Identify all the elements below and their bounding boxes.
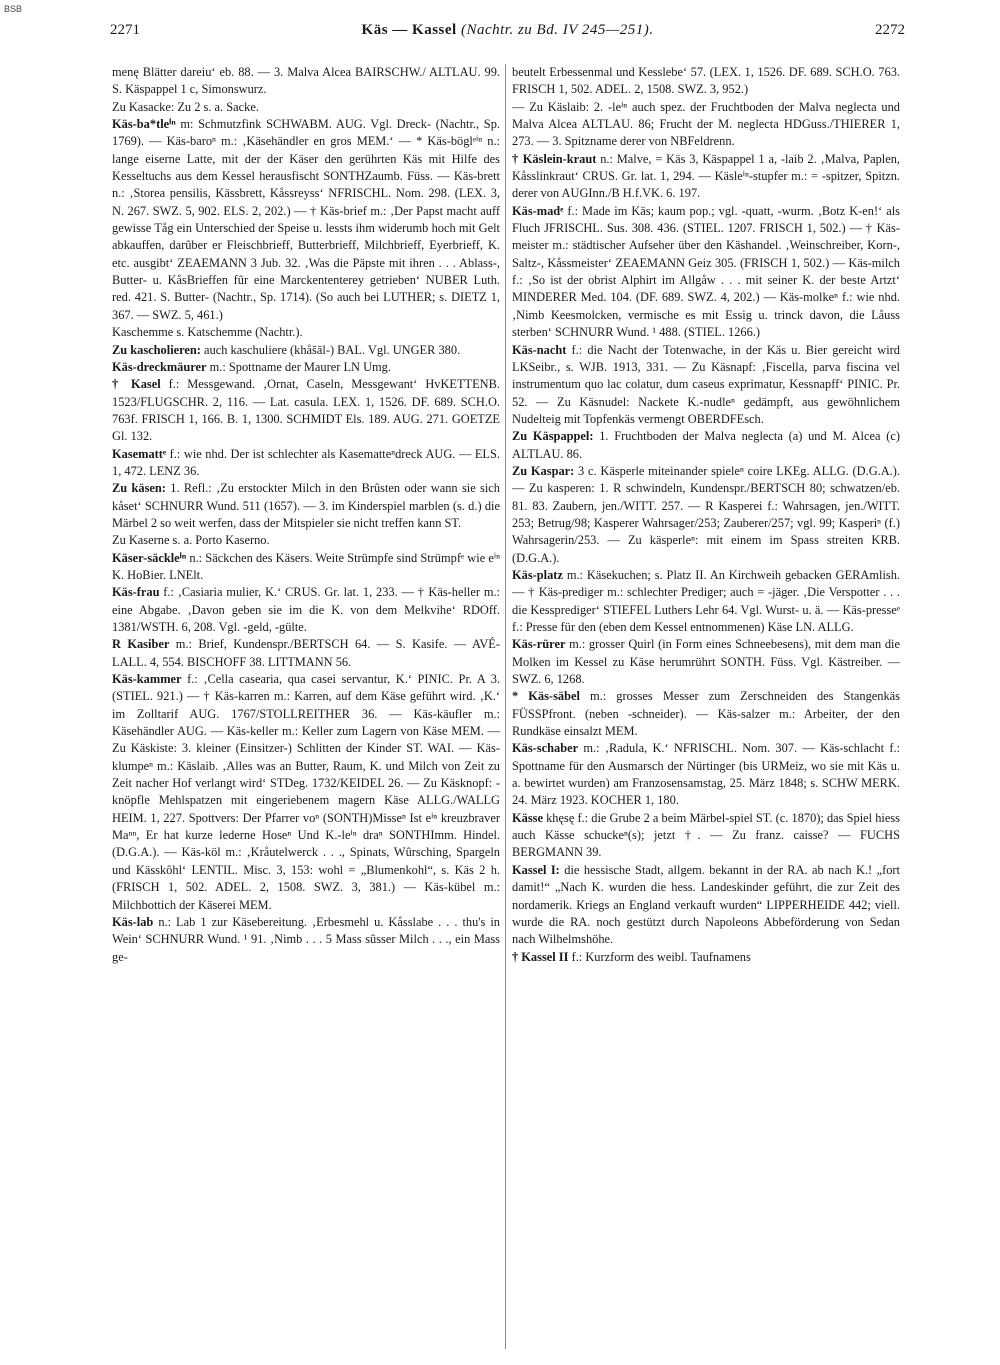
entry-headword: † Kasel	[112, 377, 161, 392]
dictionary-entry	[112, 480, 500, 532]
entry-headword: Käs-frau	[112, 585, 160, 600]
dictionary-entry	[112, 550, 500, 585]
entry-headword: Kässe	[512, 810, 543, 825]
dictionary-entry	[112, 532, 500, 549]
dictionary-entry	[112, 584, 500, 636]
entry-text: 3 c. Käsperle miteinander spieleⁿ coire LKEg. ALLG. (D.G.A.). — Zu kasperen: 1. R schwindeln, Kundenspr./BERTSCH 80; schwatzen/eb. 81. 83. Zaubern, jen./WITT. 257. — R Kasperei f.: Wahrsagen, jen./WITT. 253; Betrug/98; Kasperer Wahrsager/253; Zauberer/257; vgl. 99; Kasperiⁿ (f.) Wahrsagerin/253. — Zu käsperleⁿ: mit einem im Spass streiten KRB. (D.G.A.).	[512, 463, 900, 565]
entry-text: Kaschemme s. Katschemme (Nachtr.).	[112, 325, 303, 340]
entry-text: m.: Käsekuchen; s. Platz II. An Kirchweih gebacken GERAmlish. — † Käs-prediger m.: schlechter Prediger; auch = -jäger. ‚Die Verspotter . . . die Kessprediger‘ STIEFEL Luthers Lehr 64. Vgl. Wurst- u. ä. — Käs-presseᵉ f.: Presse für den (eben dem Kessel entnommenen) Käse LN. ALLG.	[512, 567, 900, 634]
dictionary-entry	[112, 99, 500, 116]
page-number-right: 2272	[875, 22, 905, 38]
entry-headword: Käs-ba*tleⁱⁿ	[112, 117, 176, 132]
dictionary-entry	[512, 810, 900, 862]
dictionary-entry	[512, 463, 900, 567]
entry-text: m: Schmutzfink SCHWABM. AUG. Vgl. Dreck- (Nachtr., Sp. 1769). — Käs-baroⁿ m.: ‚Käsehändler en gros MEM.‘ — * Käs-böglᵉⁱⁿ n.: lange eiserne Latte, mit der der Käser den gerührten Käs mit Hilfe des Kesseltuchs aus dem Kessel herausfischt SONTHZaumb. Füss. — Käs-brett n.: ‚Storea pensilis, Kässbrett, Kåssreyss‘ NFRISCHL. Nom. 298. (LEX. 3, N. 267. SWZ. 5, 902. ELS. 2, 202.) — † Käs-brief m.: ‚Der Papst macht auff gewisse Tåg ein Unterschied der Speise u. lessts ihm widerumb hoch mit Gelt abkauffen, darûber er Fleischbrieff, Butterbrieff, Milchbrieff, Eyerbrieff, K. etc. ausgibt‘ ZEAEMANN 3 Jub. 32. ‚Was die Päpste mit ihren . . . Ablass-, Butter- u. KåsBrieffen fûr eine Marckententerey getrieben‘ NUBER Luth. red. 421. S. Butter- (Nachtr., Sp. 1714). (So auch bei LUTHER; s. DIETZ 1, 367. — SWZ. 5, 461.)	[112, 117, 500, 322]
entry-text: menę Blätter dareiu‘ eb. 88. — 3. Malva Alcea BAIRSCHW./ ALTLAU. 99. S. Käspappel 1 c, Simonswurz.	[112, 65, 500, 97]
entry-headword: Käs-kammer	[112, 672, 182, 687]
entry-headword: Zu Kaspar:	[512, 463, 575, 478]
dictionary-entry	[512, 949, 900, 966]
column-divider	[505, 64, 506, 1349]
entry-text: f.: Messgewand. ‚Ornat, Caseln, Messgewant‘ HvKETTENB. 1523/FLUGSCHR. 2, 116. — Lat. casula. LEX. 1, 1526. DF. 689. SCH.O. 763f. FRISCH 1, 166. B. 1, 1300. SCHMIDT Els. 189. AUG. 271. GOETZE Gl. 132.	[112, 377, 500, 444]
entry-text: f.: Kurzform des weibl. Taufnamens	[568, 949, 751, 964]
entry-headword: Käs-nacht	[512, 342, 567, 357]
entry-headword: † Kassel II	[512, 949, 569, 964]
dictionary-entry	[512, 567, 900, 636]
entry-headword: Käser-säckleⁱⁿ	[112, 550, 187, 565]
dictionary-entry	[112, 636, 500, 671]
entry-text: n.: Lab 1 zur Käsebereitung. ‚Erbesmehl u. Kåsslabe . . . thu's in Wein‘ SCHNURR Wund. ¹ 91. ‚Nimb . . . 5 Mass sûsser Milch . . ., ein Mass ge-	[112, 914, 500, 964]
entry-headword: Käs-madᵉ	[512, 203, 564, 218]
dictionary-entry	[512, 862, 900, 949]
entry-text: m.: Spottname der Maurer LN Umg.	[206, 359, 391, 374]
page-title	[110, 22, 905, 39]
dictionary-entry	[512, 740, 900, 809]
entry-text: 1. Refl.: ‚Zu erstockter Milch in den Brûsten oder wann sie sich kåset‘ SCHNURR Wund. 511 (1657). — 3. im Kinderspiel marblen (s. d.) die Märbel 2 so weit werfen, dass der Mitspieler sie nicht treffen kann ST.	[112, 481, 500, 530]
dictionary-entry	[512, 636, 900, 688]
page-number-left: 2271	[110, 22, 140, 38]
dictionary-entry	[112, 116, 500, 324]
entry-text: f.: wie nhd. Der ist schlechter als Kasematteⁿdreck AUG. — ELS. 1, 472. LENZ 36.	[112, 446, 500, 478]
entry-text: f.: die Nacht der Totenwache, in der Käs u. Bier gereicht wird LKSeibr., s. WJB. 1913, 331. — Zu Käsnapf: ‚Fiscella, parva fiscina vel instrumentum quo lac colatur, dum caseus exprimatur, Kessnapff‘ PINIC. Pr. 52. — Zu Käsnudel: Nackete K.-nudleⁿ gedämpft, aus gewöhnlichem Nudelteig mit Topfenkäs vermengt OBERDFEsch.	[512, 342, 900, 426]
entry-text: n.: Säckchen des Käsers. Weite Strümpfe sind Strümpfᵉ wie eⁱⁿ K. HoBier. LNElt.	[112, 550, 500, 582]
entry-headword: Käs-dreckmäurer	[112, 359, 207, 374]
entry-headword: * Käs-säbel	[512, 689, 580, 704]
entry-text: f.: ‚Cella casearia, qua casei servantur, K.‘ PINIC. Pr. A 3. (STIEL. 921.) — † Käs-karren m.: Karren, auf dem Käse geführt wird. ‚K.‘ im Zolltarif AUG. 1767/STOLLREITHER 36. — Käs-käufler m.: Käsehändler AUG. — Käs-keller m.: Keller zum Lagern von Käse MEM. — Zu Käskiste: 3. kleiner (Einsitzer-) Schlitten der Kinder ST. WAI. — Käs-klumpeⁿ m.: Käslaib. ‚Alles was an Butter, Raum, K. und Milch von Zeit zu Zeit nacher Hof verlangt wird‘ STDeg. 1732/KEIDEL 26. — Zu Käsknopf: -knöpfle Mehlspatzen mit eingeriebenem magern Käse ALLG./WALLG HEIM. 1, 227. Spottvers: Der Pfarrer voⁿ (SONTH)Misseⁿ Ist eⁱⁿ kreuzbraver Maⁿⁿ, Er hat kurze lederne Hoseⁿ Und K.-leⁱⁿ draⁿ SONTHImm. Hindel. (D.G.A.). — Käs-köl m.: ‚Kråutelwerck . . ., Spinats, Wûrsching, Spargeln und Kässkôhl‘ LENTIL. Misc. 3, 153: wohl = „Blumenkohl“, s. Käs 2 h. (FRISCH 1, 502. ADEL. 2, 1508. SWZ. 3, 381.) — Käs-kübel m.: Milchbottich der Käserei MEM.	[112, 672, 500, 912]
entry-text: 1. Fruchtboden der Malva neglecta (a) und M. Alcea (c) ALTLAU. 86.	[512, 429, 900, 461]
dictionary-entry	[112, 446, 500, 481]
running-head	[110, 22, 905, 44]
entry-text: — Zu Käslaib: 2. -leⁱⁿ auch spez. der Fruchtboden der Malva neglecta und Malva Alcea ALTLAU. 86; Frucht der M. neglecta HDGuss./THIERER 1, 273. — 3. Spitzname derer von NBFeldrenn.	[512, 99, 900, 149]
entry-text: m.: grosses Messer zum Zerschneiden des Stangenkäs FÜSSPfront. (neben -schneider). — Käs-salzer m.: Arbeiter, der den Rundkäse einsalzt MEM.	[512, 689, 900, 739]
entry-text: n.: Malve, = Käs 3, Käspappel 1 a, -laib 2. ‚Malva, Paplen, Kåsslinkraut‘ CRUS. Gr. lat. 1, 294. — Käsleⁱⁿ-stupfer m.: = -spitzer, Spitzn. derer von AUGInn./B H.f.VK. 6. 197.	[512, 151, 900, 201]
entry-headword: Käs-platz	[512, 567, 563, 582]
dictionary-entry	[112, 342, 500, 359]
entry-text: auch kaschuliere (khåšāl-) BAL. Vgl. UNGER 380.	[200, 342, 461, 357]
dictionary-entry	[512, 428, 900, 463]
entry-headword: † Käslein-kraut	[512, 151, 597, 166]
entry-headword: Käs-schaber	[512, 741, 579, 756]
dictionary-entry	[112, 671, 500, 914]
entry-headword: Zu käsen:	[112, 481, 166, 496]
dictionary-entry	[112, 914, 500, 966]
entry-headword: R Kasiber	[112, 637, 170, 652]
entry-text: m.: ‚Radula, K.‘ NFRISCHL. Nom. 307. — Käs-schlacht f.: Spottname für den Ausmarsch der Nürtinger (bis URMeiz, wo sie mit Käs u. a. bewirtet wurden) am Franzosensamstag, 25. März 1848; s. SCHW MERK. 24. März 1923. KOCHER 1, 180.	[512, 741, 900, 808]
entry-text: khęsę f.: die Grube 2 a beim Märbel-spiel ST. (c. 1870); das Spiel hiess auch Kässe schuckeⁿ(s); jetzt †. — Zu franz. caisse? — FUCHS BERGMANN 39.	[512, 810, 900, 860]
dictionary-entry	[512, 203, 900, 342]
right-column	[512, 64, 900, 1354]
entry-text: m.: grosser Quirl (in Form eines Schneebesens), mit dem man die Molken im Kessel zu Käse herumrührt SONTH. Füss. Vgl. Kästreiber. — SWZ. 6, 1268.	[512, 637, 900, 687]
entry-text: Zu Kasacke: Zu 2 s. a. Sacke.	[112, 99, 259, 114]
entry-text: Zu Kaserne s. a. Porto Kaserno.	[112, 533, 270, 548]
entry-headword: Kasemattᵉ	[112, 446, 167, 461]
dictionary-entry	[512, 342, 900, 429]
dictionary-entry	[512, 688, 900, 740]
entry-headword: Zu kascholieren:	[112, 342, 201, 357]
entry-text: f.: ‚Casiaria mulier, K.‘ CRUS. Gr. lat. 1, 233. — † Käs-heller m.: eine Abgabe. ‚Davon geben sie im die K. von dem Melkvihe‘ RDOff. 1381/WSTH. 6, 208. Vgl. -geld, -gülte.	[112, 585, 500, 634]
entry-headword: Käs-rürer	[512, 637, 566, 652]
dictionary-entry	[112, 376, 500, 445]
entry-headword: Käs-lab	[112, 914, 154, 929]
dictionary-entry	[512, 151, 900, 203]
entry-text: die hessische Stadt, allgem. bekannt in der RA. ab nach K.! „fort damit!“ „Nach K. wurden die hess. Landeskinder geführt, die zur Zeit des nordamerik. Kriegs an England verkauft wurden“ LIPPERHEIDE 442; viell. wurde die RA. noch gestützt durch Napoleons Abbeförderung von Sedan nach Wilhelmshöhe.	[512, 862, 900, 947]
dictionary-entry	[512, 99, 900, 151]
entry-headword: Kassel I:	[512, 862, 560, 877]
entry-headword: Zu Käspappel:	[512, 429, 594, 444]
page-title-main: Käs — Kassel	[361, 22, 457, 38]
entry-text: f.: Made im Käs; kaum pop.; vgl. -quatt, -wurm. ‚Botz K-en!‘ als Fluch JFRISCHL. Sus. 308. 436. (STIEL. 1207. FRISCH 1, 502.) — † Käs-meister m.: städtischer Aufseher über den Käshandel. ‚Weinschreiber, Korn-, Saltz-, Kåssmeister‘ ZEAEMANN Geiz 305. (FRISCH 1, 502.) — Käs-milch f.: ‚So ist der obrist Alphirt im Allgåw . . . mit seiner K. der beste Artzt‘ MINDERER Med. 104. (DF. 689. SWZ. 4, 202.) — Käs-molkeⁿ f.: wie nhd. ‚Nimb Keesmolcken, vermische es mit Essig u. trinck davon, die Låuss sterben‘ SCHNURR Wund. ¹ 488. (STIEL. 1266.)	[512, 203, 900, 340]
library-mark: BSB	[4, 4, 23, 14]
dictionary-entry	[112, 359, 500, 376]
dictionary-entry	[512, 64, 900, 99]
dictionary-entry	[112, 324, 500, 341]
dictionary-entry	[112, 64, 500, 99]
entry-text: m.: Brief, Kundenspr./BERTSCH 64. — S. Kasife. — AVÉ-LALL. 4, 554. BISCHOFF 38. LITTMANN 56.	[112, 637, 500, 669]
entry-text: beutelt Erbessenmal und Kesslebe‘ 57. (LEX. 1, 1526. DF. 689. SCH.O. 763. FRISCH 1, 502. ADEL. 2, 1508. SWZ. 3, 952.)	[512, 65, 900, 97]
left-column	[112, 64, 500, 1354]
page-title-note: (Nachtr. zu Bd. IV 245—251).	[460, 22, 654, 38]
